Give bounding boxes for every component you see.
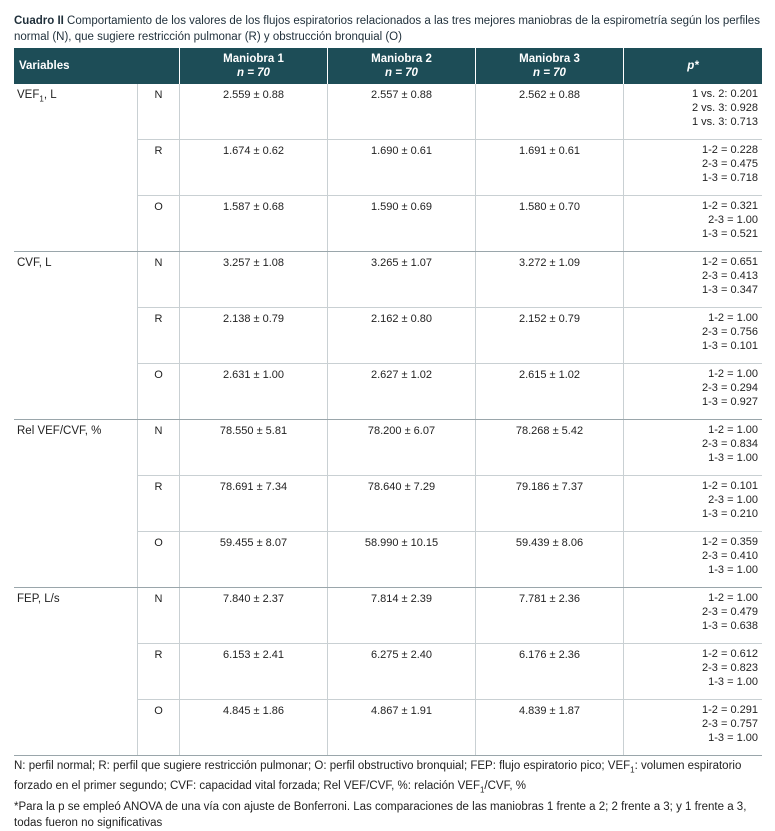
p-value-cell <box>624 588 762 643</box>
p-value-line: 2-3 = 0.823 <box>702 662 758 674</box>
profile-cell: R <box>138 308 180 363</box>
p-value-line: 2-3 = 0.834 <box>702 438 758 450</box>
p-value-cell <box>624 700 762 755</box>
p-value-cell <box>624 364 762 419</box>
maniobra-2-cell: 4.867 ± 1.91 <box>328 700 476 755</box>
p-value-cell <box>624 196 762 251</box>
p-value-line: 2-3 = 0.413 <box>702 270 758 282</box>
p-value-line: 1-3 = 0.638 <box>702 620 758 632</box>
maniobra-2-cell: 58.990 ± 10.15 <box>328 532 476 587</box>
p-value-line: 2-3 = 0.410 <box>702 550 758 562</box>
p-value-line: 1-2 = 1.00 <box>708 368 758 380</box>
p-value-cell <box>624 476 762 531</box>
p-value-line: 1-2 = 0.612 <box>702 648 758 660</box>
p-value-line: 1-3 = 1.00 <box>708 676 758 688</box>
maniobra-1-cell: 7.840 ± 2.37 <box>180 588 328 643</box>
header-variables: Variables <box>14 48 180 84</box>
maniobra-1-cell: 4.845 ± 1.86 <box>180 700 328 755</box>
maniobra-2-cell: 2.162 ± 0.80 <box>328 308 476 363</box>
maniobra-2-cell: 2.627 ± 1.02 <box>328 364 476 419</box>
table-caption <box>14 13 762 45</box>
maniobra-2-cell: 78.640 ± 7.29 <box>328 476 476 531</box>
profile-cell: N <box>138 252 180 307</box>
profile-cell: R <box>138 644 180 699</box>
table-row <box>138 252 762 308</box>
p-value-line: 1 vs. 3: 0.713 <box>691 116 758 128</box>
profile-cell: O <box>138 364 180 419</box>
p-value-line: 2-3 = 1.00 <box>708 214 758 226</box>
p-value-line: 1-2 = 0.651 <box>702 256 758 268</box>
p-value-line: 1-3 = 0.927 <box>702 396 758 408</box>
p-value-line: 1-2 = 0.291 <box>702 704 758 716</box>
p-value-line: 1-3 = 0.347 <box>702 284 758 296</box>
profile-cell: N <box>138 420 180 475</box>
p-value-line: 1-2 = 0.359 <box>702 536 758 548</box>
profile-cell: O <box>138 700 180 755</box>
p-value-line: 1-3 = 0.210 <box>702 508 758 520</box>
p-value-line: 1-2 = 0.228 <box>702 144 758 156</box>
table-row <box>138 644 762 700</box>
maniobra-2-cell: 6.275 ± 2.40 <box>328 644 476 699</box>
table-row <box>138 364 762 419</box>
p-value-line: 1 vs. 2: 0.201 <box>691 88 758 100</box>
maniobra-2-cell: 1.690 ± 0.61 <box>328 140 476 195</box>
caption-label: Cuadro II <box>14 15 64 27</box>
table-footnote <box>14 758 762 831</box>
maniobra-2-cell: 2.557 ± 0.88 <box>328 84 476 139</box>
maniobra-3-cell: 4.839 ± 1.87 <box>476 700 624 755</box>
maniobra-2-cell: 7.814 ± 2.39 <box>328 588 476 643</box>
p-value-line: 1-2 = 1.00 <box>708 592 758 604</box>
p-value-line: 1-3 = 1.00 <box>708 564 758 576</box>
p-value-line: 1-3 = 1.00 <box>708 732 758 744</box>
p-value-cell <box>624 308 762 363</box>
p-value-cell <box>624 532 762 587</box>
p-value-cell <box>624 252 762 307</box>
p-value-line: 1-2 = 1.00 <box>708 312 758 324</box>
maniobra-3-cell: 2.562 ± 0.88 <box>476 84 624 139</box>
table-row <box>138 140 762 196</box>
maniobra-1-cell: 78.691 ± 7.34 <box>180 476 328 531</box>
maniobra-3-cell: 7.781 ± 2.36 <box>476 588 624 643</box>
maniobra-3-cell: 2.615 ± 1.02 <box>476 364 624 419</box>
header-maniobra-3: Maniobra 3 n = 70 <box>476 48 624 84</box>
variable-group <box>14 420 762 588</box>
maniobra-3-cell: 6.176 ± 2.36 <box>476 644 624 699</box>
profile-cell: O <box>138 532 180 587</box>
p-value-line: 2-3 = 0.756 <box>702 326 758 338</box>
maniobra-3-cell: 2.152 ± 0.79 <box>476 308 624 363</box>
maniobra-3-cell: 59.439 ± 8.06 <box>476 532 624 587</box>
variable-name: $VEF_1$, L <box>14 84 138 251</box>
variable-name: FEP, L/s <box>14 588 138 755</box>
p-value-cell <box>624 84 762 139</box>
header-maniobra-1: Maniobra 1 n = 70 <box>180 48 328 84</box>
p-value-line: 2-3 = 0.294 <box>702 382 758 394</box>
variable-group <box>14 84 762 252</box>
table-row <box>138 700 762 755</box>
p-value-cell <box>624 420 762 475</box>
maniobra-3-cell: 78.268 ± 5.42 <box>476 420 624 475</box>
p-value-line: 2-3 = 0.757 <box>702 718 758 730</box>
profile-cell: R <box>138 476 180 531</box>
maniobra-1-cell: 1.674 ± 0.62 <box>180 140 328 195</box>
maniobra-3-cell: 79.186 ± 7.37 <box>476 476 624 531</box>
p-value-cell <box>624 644 762 699</box>
table-row <box>138 532 762 587</box>
maniobra-3-cell: 1.580 ± 0.70 <box>476 196 624 251</box>
p-value-line: 1-3 = 0.101 <box>702 340 758 352</box>
maniobra-1-cell: 3.257 ± 1.08 <box>180 252 328 307</box>
profile-cell: N <box>138 588 180 643</box>
profile-cell: R <box>138 140 180 195</box>
variable-group <box>14 588 762 756</box>
footnote-statistics: *Para la p se empleó ANOVA de una vía con ajuste de Bonferroni. Las comparaciones de las maniobras 1 frente a 2; 2 frente a 3; y 1 frente a 3, todas fueron no significativas <box>14 800 747 829</box>
maniobra-1-cell: 2.138 ± 0.79 <box>180 308 328 363</box>
profile-cell: N <box>138 84 180 139</box>
p-value-line: 1-3 = 1.00 <box>708 452 758 464</box>
maniobra-2-cell: 78.200 ± 6.07 <box>328 420 476 475</box>
table-row <box>138 84 762 140</box>
table-row <box>138 196 762 251</box>
header-maniobra-2: Maniobra 2 n = 70 <box>328 48 476 84</box>
table-header <box>14 48 762 84</box>
p-value-line: 1-3 = 0.521 <box>702 228 758 240</box>
table-row <box>138 420 762 476</box>
table-body <box>14 84 762 756</box>
p-value-line: 2-3 = 0.479 <box>702 606 758 618</box>
p-value-cell <box>624 140 762 195</box>
p-value-line: 2 vs. 3: 0.928 <box>691 102 758 114</box>
maniobra-1-cell: 1.587 ± 0.68 <box>180 196 328 251</box>
table-row <box>138 476 762 532</box>
table-row <box>138 308 762 364</box>
maniobra-1-cell: 2.631 ± 1.00 <box>180 364 328 419</box>
p-value-line: 1-3 = 0.718 <box>702 172 758 184</box>
header-p-value: p* <box>687 60 699 72</box>
p-value-line: 2-3 = 0.475 <box>702 158 758 170</box>
table-row <box>138 588 762 644</box>
maniobra-1-cell: 2.559 ± 0.88 <box>180 84 328 139</box>
maniobra-1-cell: 59.455 ± 8.07 <box>180 532 328 587</box>
variable-name: CVF, L <box>14 252 138 419</box>
p-value-line: 1-2 = 0.101 <box>702 480 758 492</box>
data-table <box>14 48 762 756</box>
maniobra-3-cell: 1.691 ± 0.61 <box>476 140 624 195</box>
caption-text: Comportamiento de los valores de los flujos espiratorios relacionados a las tres mejores maniobras de la espirometría según los perfiles normal (N), que sugiere restricción pulmonar (R) y obstrucción bronquial (O) <box>14 15 760 43</box>
maniobra-2-cell: 1.590 ± 0.69 <box>328 196 476 251</box>
footnote-abbreviations: N: perfil normal; R: perfil que sugiere restricción pulmonar; O: perfil obstructivo bronquial; FEP: flujo espiratorio pico; $VEF_1$: volumen espiratorio forzado en el primer segundo; CVF: capacidad vital forzada; Rel VEF/CVF, %: relación $VEF_1$/CVF, % <box>14 760 742 795</box>
variable-group <box>14 252 762 420</box>
maniobra-3-cell: 3.272 ± 1.09 <box>476 252 624 307</box>
maniobra-1-cell: 6.153 ± 2.41 <box>180 644 328 699</box>
maniobra-1-cell: 78.550 ± 5.81 <box>180 420 328 475</box>
maniobra-2-cell: 3.265 ± 1.07 <box>328 252 476 307</box>
p-value-line: 2-3 = 1.00 <box>708 494 758 506</box>
profile-cell: O <box>138 196 180 251</box>
p-value-line: 1-2 = 1.00 <box>708 424 758 436</box>
p-value-line: 1-2 = 0.321 <box>702 200 758 212</box>
variable-name: Rel VEF/CVF, % <box>14 420 138 587</box>
